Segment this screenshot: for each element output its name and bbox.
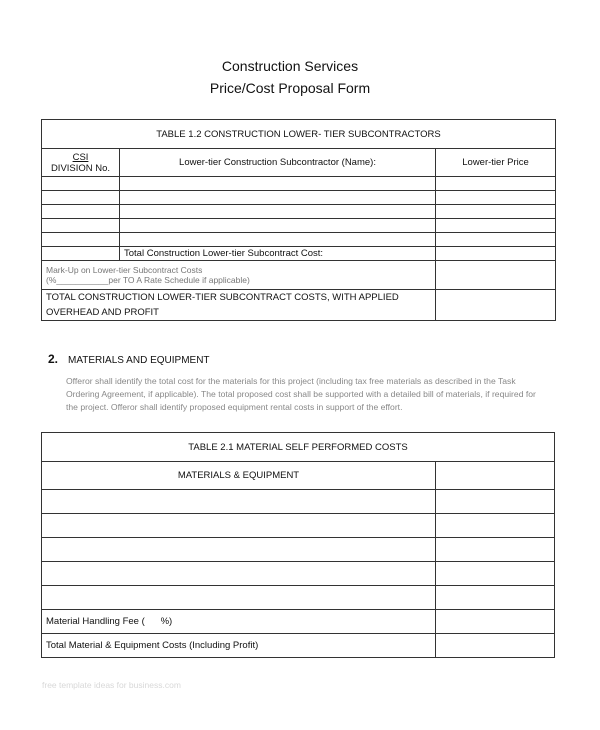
csi-cell[interactable] — [42, 219, 120, 233]
section-number: 2. — [48, 352, 59, 366]
markup-row — [42, 261, 556, 290]
subcontractor-name-header: Lower-tier Construction Subcontractor (Name): — [120, 149, 436, 177]
lower-tier-price-header: Lower-tier Price — [436, 149, 556, 177]
name-cell[interactable] — [120, 219, 436, 233]
price-cell[interactable] — [436, 233, 556, 247]
table-row — [42, 586, 555, 610]
division-no-label: DIVISION No. — [50, 162, 111, 174]
csi-cell[interactable] — [42, 177, 120, 191]
total-applied-row — [42, 290, 556, 321]
total-materials-label: Total Material & Equipment Costs (Including Profit) — [42, 634, 436, 658]
watermark-text: free template ideas for business.com — [42, 680, 181, 690]
materials-cost-header — [436, 462, 555, 490]
section-2-paragraph: Offeror shall identify the total cost for the materials for this project (including tax free materials as described in the Task Ordering Agreement, if applicable). The total proposed cost shall be supported with a detailed bill of materials, if required for the project. Offeror shall identify proposed equipment rental costs in support of the effort. — [66, 376, 536, 412]
name-cell[interactable] — [120, 233, 436, 247]
csi-cell[interactable] — [42, 191, 120, 205]
section-title: MATERIALS AND EQUIPMENT — [68, 355, 210, 366]
table-row — [42, 562, 555, 586]
section-2-heading — [48, 352, 210, 366]
material-cell[interactable] — [42, 490, 436, 514]
cost-cell[interactable] — [436, 562, 555, 586]
total-subcontract-cost-label: Total Construction Lower-tier Subcontract Cost: — [120, 247, 436, 261]
handling-fee-row — [42, 610, 555, 634]
table2-caption: TABLE 2.1 MATERIAL SELF PERFORMED COSTS — [42, 433, 555, 462]
csi-cell[interactable] — [42, 233, 120, 247]
form-title-line1: Construction Services — [221, 58, 359, 74]
total-cost-row — [42, 247, 556, 261]
name-cell[interactable] — [120, 177, 436, 191]
total-applied-value[interactable] — [436, 290, 556, 321]
material-cell[interactable] — [42, 562, 436, 586]
table-row — [42, 205, 556, 219]
total-applied-label: TOTAL CONSTRUCTION LOWER-TIER SUBCONTRACT COSTS, WITH APPLIED OVERHEAD AND PROFIT — [42, 290, 436, 321]
table-row — [42, 177, 556, 191]
price-cell[interactable] — [436, 205, 556, 219]
material-cell[interactable] — [42, 586, 436, 610]
cost-cell[interactable] — [436, 538, 555, 562]
csi-label: CSI — [72, 151, 89, 163]
lower-tier-subcontractors-table — [41, 119, 556, 321]
handling-fee-label: Material Handling Fee ( %) — [42, 610, 436, 634]
table-row — [42, 191, 556, 205]
table-row — [42, 538, 555, 562]
materials-equipment-header: MATERIALS & EQUIPMENT — [42, 462, 436, 490]
price-cell[interactable] — [436, 219, 556, 233]
total-subcontract-cost-value[interactable] — [436, 247, 556, 261]
cost-cell[interactable] — [436, 490, 555, 514]
table-row — [42, 514, 555, 538]
price-cell[interactable] — [436, 177, 556, 191]
form-title-line2: Price/Cost Proposal Form — [209, 80, 371, 96]
markup-value[interactable] — [436, 261, 556, 290]
material-cell[interactable] — [42, 538, 436, 562]
cost-cell[interactable] — [436, 514, 555, 538]
handling-fee-value[interactable] — [436, 610, 555, 634]
name-cell[interactable] — [120, 191, 436, 205]
csi-division-header — [42, 149, 120, 177]
table-row — [42, 233, 556, 247]
total-materials-value[interactable] — [436, 634, 555, 658]
markup-label: Mark-Up on Lower-tier Subcontract Costs (%___________per TO A Rate Schedule if applicable) — [42, 261, 436, 290]
table-row — [42, 219, 556, 233]
price-cell[interactable] — [436, 191, 556, 205]
csi-cell — [42, 247, 120, 261]
cost-cell[interactable] — [436, 586, 555, 610]
name-cell[interactable] — [120, 205, 436, 219]
total-materials-row — [42, 634, 555, 658]
table1-caption: TABLE 1.2 CONSTRUCTION LOWER- TIER SUBCONTRACTORS — [42, 120, 556, 149]
csi-cell[interactable] — [42, 205, 120, 219]
material-self-performed-costs-table — [41, 432, 555, 658]
table-row — [42, 490, 555, 514]
material-cell[interactable] — [42, 514, 436, 538]
